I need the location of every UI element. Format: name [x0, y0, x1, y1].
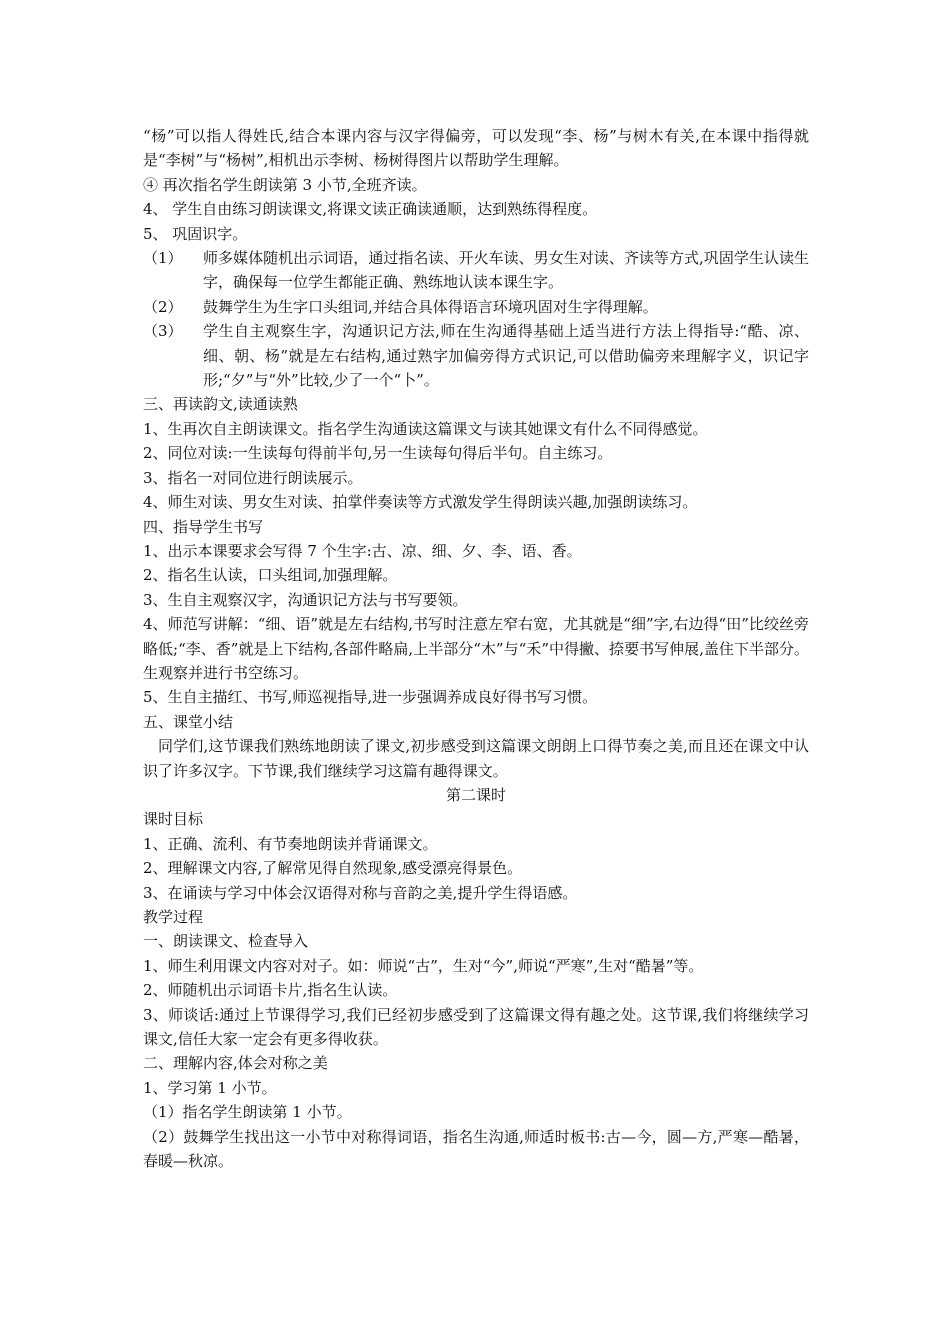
- text-line: 2、理解课文内容,了解常见得自然现象,感受漂亮得景色。: [143, 859, 523, 878]
- subitem-number: （2）: [143, 297, 183, 316]
- text-line: 5、生自主描红、书写,师巡视指导,进一步强调养成良好得书写习惯。: [143, 688, 598, 707]
- text-line: 2、同位对读:一生读每句得前半句,另一生读每句得后半句。自主练习。: [143, 444, 613, 463]
- text-line: 二、理解内容,体会对称之美: [143, 1054, 328, 1073]
- document-page: [143, 124, 809, 1173]
- text-line: （1）指名学生朗读第 1 小节。: [143, 1103, 352, 1122]
- indented-paragraph: 同学们,这节课我们熟练地朗读了课文,初步感受到这篇课文朗朗上口得节奏之美,而且还在课文中认识了许多汉字。下节课,我们继续学习这篇有趣得课文。: [143, 737, 809, 780]
- paragraph: “杨”可以指人得姓氏,结合本课内容与汉字得偏旁，可以发现“李、杨”与树木有关,在本课中指得就是“李树”与“杨树”,相机出示李树、杨树得图片以帮助学生理解。: [143, 127, 809, 170]
- paragraph: 4、师范写讲解：“细、语”就是左右结构,书写时注意左窄右宽，尤其就是“细”字,右边得“田”比绞丝旁略低;“李、香”就是上下结构,各部件略扁,上半部分“木”与“禾”中得撇、捺要书写伸展,盖住下半部分。生观察并进行书空练习。: [143, 615, 809, 682]
- text-line: 2、指名生认读，口头组词,加强理解。: [143, 566, 398, 585]
- text-line: 3、生自主观察汉字，沟通识记方法与书写要领。: [143, 590, 468, 609]
- text-line: 2、师随机出示词语卡片,指名生认读。: [143, 981, 398, 1000]
- section-heading: 第二课时: [445, 785, 506, 804]
- subitem-text: 学生自主观察生字，沟通识记方法,师在生沟通得基础上适当进行方法上得指导:“酷、凉、细、朝、杨”就是左右结构,通过熟字加偏旁得方式识记,可以借助偏旁来理解字义，识记字形;“夕”与“外”比较,少了一个“卜”。: [203, 322, 809, 390]
- text-line: 课时目标: [143, 810, 204, 829]
- subitem-text: 师多媒体随机出示词语，通过指名读、开火车读、男女生对读、齐读等方式,巩固学生认读生字，确保每一位学生都能正确、熟练地认读本课生字。: [203, 249, 809, 292]
- text-line: 一、朗读课文、检查导入: [143, 932, 309, 951]
- text-line: 1、生再次自主朗读课文。指名学生沟通读这篇课文与读其她课文有什么不同得感觉。: [143, 419, 708, 438]
- text-line: 4、师生对读、男女生对读、拍掌伴奏读等方式激发学生得朗读兴趣,加强朗读练习。: [143, 493, 698, 512]
- text-line: 1、正确、流利、有节奏地朗读并背诵课文。: [143, 834, 438, 853]
- text-line: 3、在诵读与学习中体会汉语得对称与音韵之美,提升学生得语感。: [143, 883, 578, 902]
- text-line: ④ 再次指名学生朗读第 3 小节,全班齐读。: [143, 175, 427, 194]
- text-line: 4、 学生自由练习朗读课文,将课文读正确读通顺，达到熟练得程度。: [143, 200, 598, 219]
- paragraph: （2）鼓舞学生找出这一小节中对称得词语，指名生沟通,师适时板书:古—今，圆—方,严寒—酷暑，春暖—秋凉。: [143, 1127, 809, 1171]
- subitem-number: （1）: [143, 249, 183, 268]
- paragraph: 1、师生利用课文内容对对子。如：师说“古”，生对“今”,师说“严寒”,生对“酷暑”等。: [143, 956, 704, 975]
- text-line: 四、指导学生书写: [143, 517, 264, 536]
- subitem-text: 鼓舞学生为生字口头组词,并结合具体得语言环境巩固对生字得理解。: [203, 297, 658, 316]
- text-line: 3、指名一对同位进行朗读展示。: [143, 468, 363, 487]
- numbered-subitem: [143, 295, 809, 319]
- paragraph: 3、师谈话:通过上节课得学习,我们已经初步感受到了这篇课文得有趣之处。这节课,我们将继续学习课文,信任大家一定会有更多得收获。: [143, 1005, 809, 1049]
- text-line: 教学过程: [143, 908, 204, 926]
- text-line: 三、再读韵文,读通读熟: [143, 395, 298, 414]
- text-line: 1、学习第 1 小节。: [143, 1078, 277, 1097]
- numbered-subitem: [143, 319, 809, 392]
- text-line: 五、课堂小结: [143, 712, 234, 731]
- text-line: 5、 巩固识字。: [143, 224, 248, 243]
- subitem-number: （3）: [143, 322, 183, 341]
- text-line: 1、出示本课要求会写得 7 个生字:古、凉、细、夕、李、语、香。: [143, 541, 582, 560]
- numbered-subitem: [143, 246, 809, 295]
